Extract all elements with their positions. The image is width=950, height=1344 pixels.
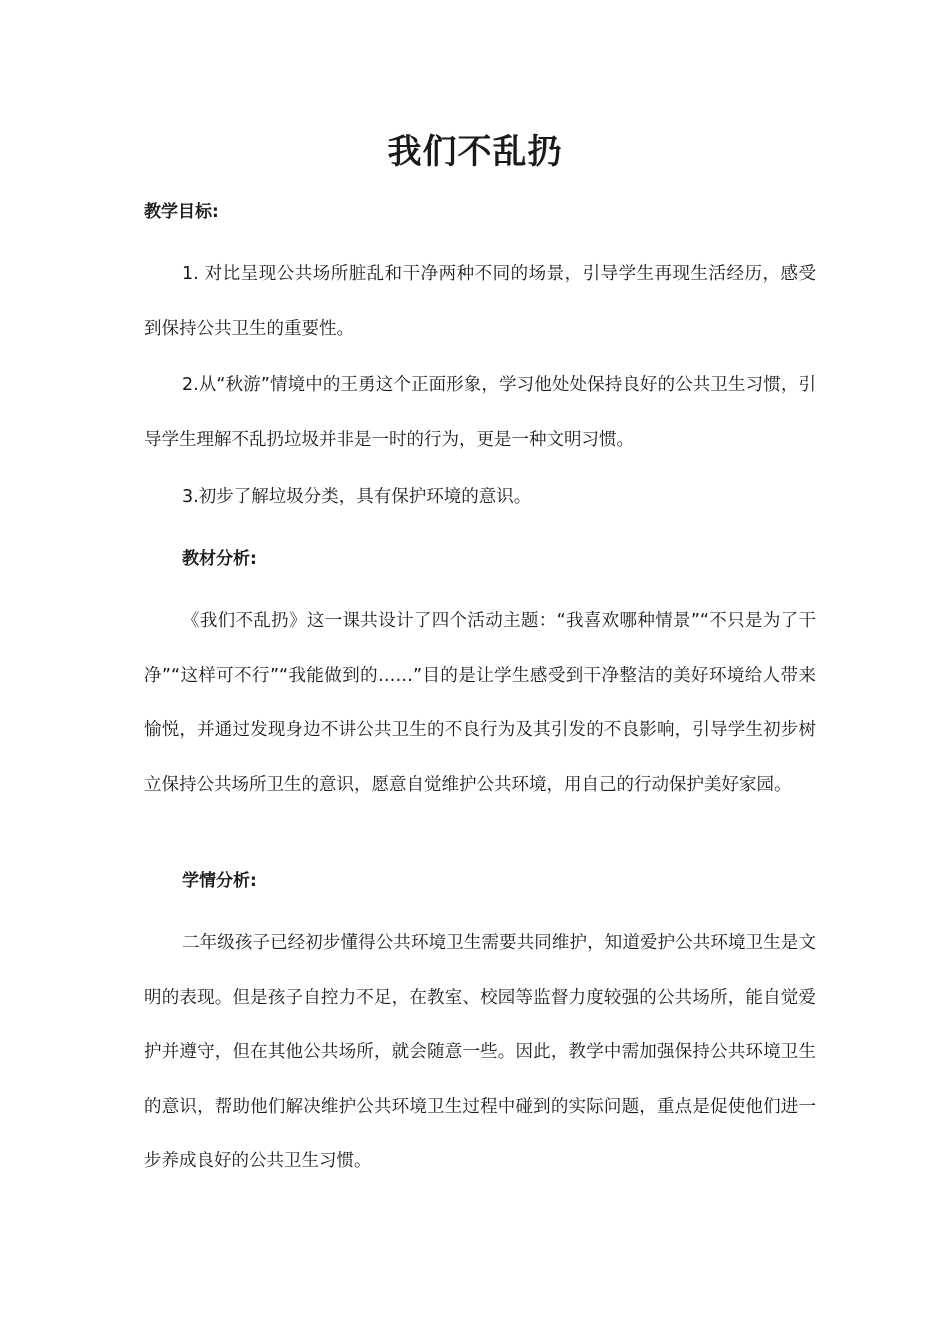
material-analysis-text: 《我们不乱扔》这一课共设计了四个活动主题：“我喜欢哪种情景”“不只是为了干净”“这样可不行”“我能做到的……”目的是让学生感受到干净整洁的美好环境给人带来愉悦，并通过发现身边不讲公共卫生的不良行为及其引发的不良影响，引导学生初步树立保持公共场所卫生的意识，愿意自觉维护公共环境，用自己的行动保护美好家园。 xyxy=(144,611,816,795)
objective-item-1: 1. 对比呈现公共场所脏乱和干净两种不同的场景，引导学生再现生活经历，感受到保持公共卫生的重要性。 xyxy=(144,264,816,339)
objective-item-2: 2.从“秋游”情境中的王勇这个正面形象，学习他处处保持良好的公共卫生习惯，引导学生理解不乱扔垃圾并非是一时的行为，更是一种文明习惯。 xyxy=(144,375,816,450)
material-analysis-heading: 教材分析: xyxy=(182,549,257,569)
student-analysis-text: 二年级孩子已经初步懂得公共环境卫生需要共同维护，知道爱护公共环境卫生是文明的表现。但是孩子自控力不足，在教室、校园等监督力度较强的公共场所，能自觉爱护并遵守，但在其他公共场所，就会随意一些。因此，教学中需加强保持公共环境卫生的意识，帮助他们解决维护公共环境卫生过程中碰到的实际问题，重点是促使他们进一步养成良好的公共卫生习惯。 xyxy=(144,933,816,1171)
objective-item-3: 3.初步了解垃圾分类，具有保护环境的意识。 xyxy=(182,487,532,507)
objectives-heading: 教学目标: xyxy=(144,202,219,222)
student-analysis-heading: 学情分析: xyxy=(182,871,257,891)
document-title: 我们不乱扔 xyxy=(387,132,563,172)
